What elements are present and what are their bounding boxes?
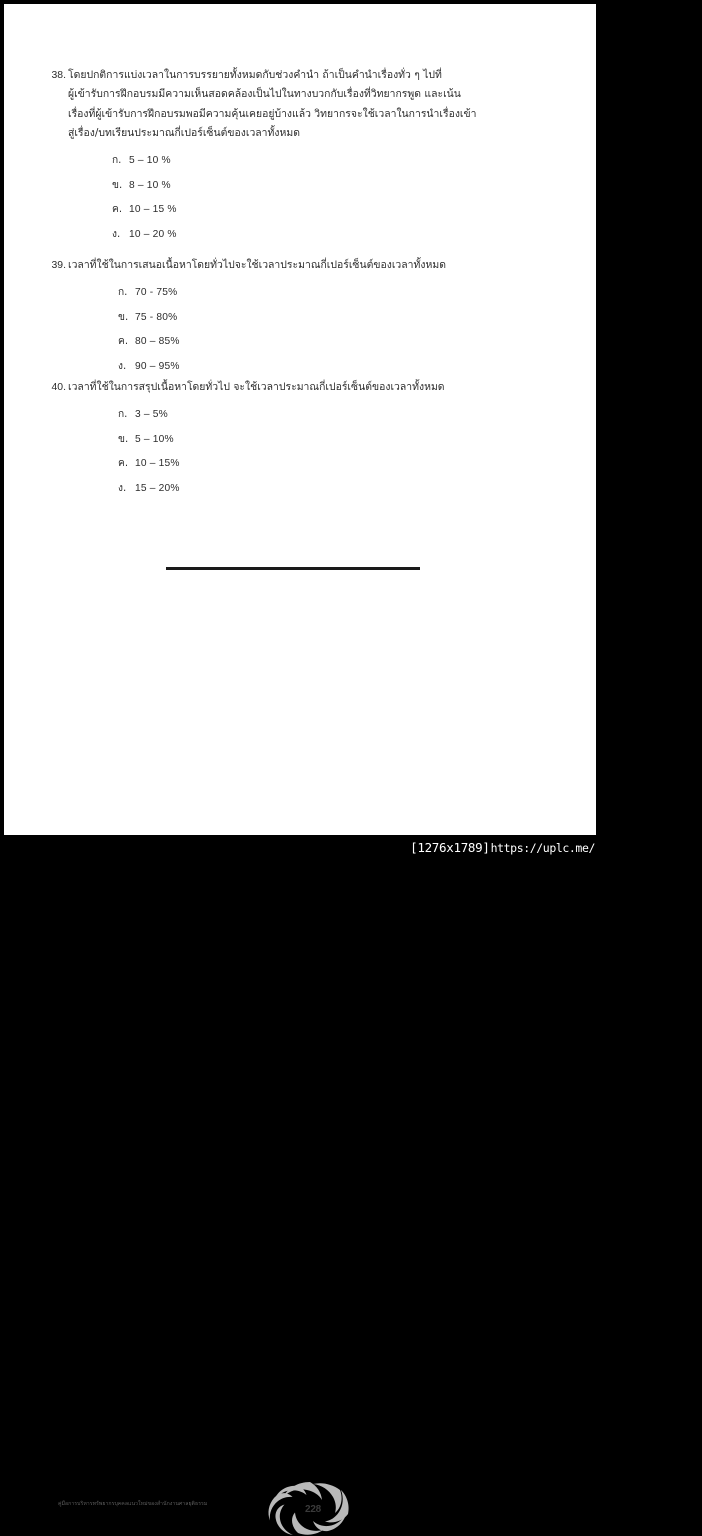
question-text-line: เรื่องที่ผู้เข้ารับการฝึกอบรมพอมีความคุ้นเคยอยู่บ้างแล้ว วิทยากรจะใช้เวลาในการนำเรื่องเข้า: [68, 107, 477, 120]
question-text-line: สู่เรื่อง/บทเรียนประมาณกี่เปอร์เซ็นต์ของเวลาทั้งหมด: [68, 126, 301, 139]
option-value: 90 – 95%: [135, 360, 180, 372]
watermark-bar: [0, 838, 600, 857]
question-text-line: โดยปกติการแบ่งเวลาในการบรรยายทั้งหมดกับช่วงคำนำ ถ้าเป็นคำนำเรื่องทั่ว ๆ ไปที่: [68, 69, 442, 81]
question-number: 40.: [51, 382, 66, 393]
option-value: 8 – 10 %: [129, 179, 171, 191]
watermark-url[interactable]: https://uplc.me/: [490, 840, 595, 855]
option-value: 5 – 10%: [135, 433, 174, 445]
answer-options: [68, 403, 660, 501]
option-key: ง.: [112, 228, 121, 240]
option-key: ก.: [118, 287, 128, 299]
question-stem: [51, 378, 660, 397]
answer-option[interactable]: [118, 403, 660, 428]
answer-option[interactable]: [118, 281, 660, 306]
answer-option[interactable]: [118, 477, 660, 502]
option-value: 3 – 5%: [135, 409, 168, 421]
section-divider-rule: [166, 567, 420, 570]
option-key: ค.: [118, 336, 129, 348]
question-40: [4, 378, 702, 501]
option-key: ก.: [118, 409, 128, 421]
option-key: ข.: [112, 179, 123, 191]
answer-option[interactable]: [112, 198, 660, 223]
question-number: 39.: [51, 260, 66, 271]
option-value: 15 – 20%: [135, 482, 180, 494]
option-key: ก.: [112, 155, 122, 167]
question-text: [68, 66, 660, 143]
option-value: 70 - 75%: [135, 287, 178, 299]
question-text: [68, 378, 660, 397]
option-key: ข.: [118, 433, 129, 445]
option-key: ค.: [112, 204, 123, 216]
question-stem: [51, 66, 660, 143]
option-key: ง.: [118, 482, 127, 494]
answer-option[interactable]: [118, 428, 660, 453]
answer-option[interactable]: [112, 174, 660, 199]
question-38: [4, 66, 702, 247]
option-value: 10 – 20 %: [129, 228, 177, 240]
answer-option[interactable]: [118, 452, 660, 477]
page-number: 228: [304, 1504, 322, 1515]
question-text-line: เวลาที่ใช้ในการเสนอเนื้อหาโดยทั่วไปจะใช้เวลาประมาณกี่เปอร์เซ็นต์ของเวลาทั้งหมด: [68, 259, 446, 271]
footer-caption: คู่มือการบริหารทรัพยากรบุคคลแนวใหม่ของสำนักงานศาลยุติธรรม: [58, 1501, 208, 1507]
option-key: ค.: [118, 458, 129, 470]
option-value: 75 - 80%: [135, 311, 178, 323]
answer-options: [68, 149, 660, 247]
option-value: 80 – 85%: [135, 336, 180, 348]
answer-option[interactable]: [112, 149, 660, 174]
question-text: [68, 256, 660, 275]
answer-option[interactable]: [118, 306, 660, 331]
question-stem: [51, 256, 660, 275]
option-value: 10 – 15%: [135, 458, 180, 470]
answer-option[interactable]: [112, 223, 660, 248]
watermark-dimensions: [1276x1789]: [410, 840, 490, 855]
question-number: 38.: [51, 70, 66, 81]
option-key: ง.: [118, 360, 127, 372]
answer-option[interactable]: [118, 330, 660, 355]
option-value: 5 – 10 %: [129, 155, 171, 167]
option-key: ข.: [118, 311, 129, 323]
question-text-line: เวลาที่ใช้ในการสรุปเนื้อหาโดยทั่วไป จะใช้เวลาประมาณกี่เปอร์เซ็นต์ของเวลาทั้งหมด: [68, 381, 445, 393]
question-39: [4, 256, 702, 379]
answer-option[interactable]: [118, 355, 660, 380]
answer-options: [68, 281, 660, 379]
question-text-line: ผู้เข้ารับการฝึกอบรมมีความเห็นสอดคล้องเป็นไปในทางบวกกับเรื่องที่วิทยากรพูด และเน้น: [68, 88, 461, 101]
option-value: 10 – 15 %: [129, 204, 177, 216]
